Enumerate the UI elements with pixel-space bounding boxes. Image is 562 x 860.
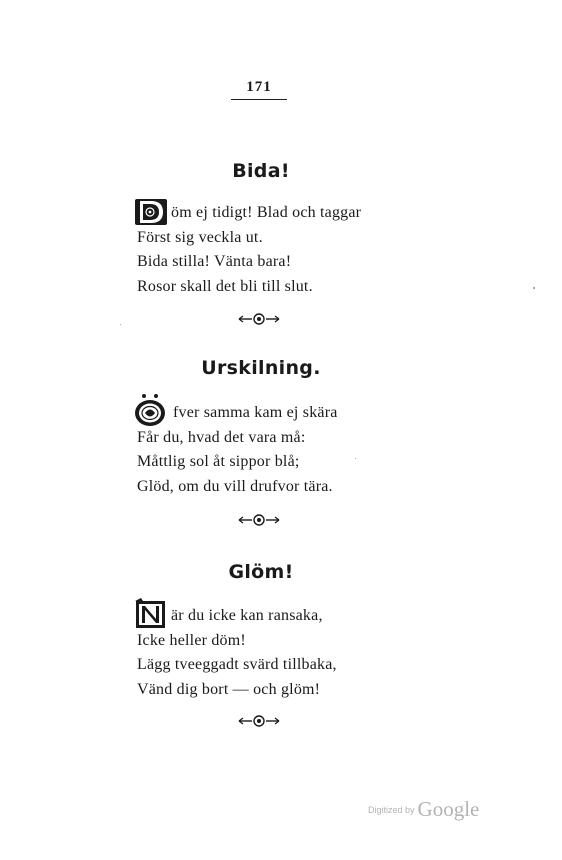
poem-line (137, 401, 437, 426)
scan-speck (533, 287, 535, 289)
scan-speck (120, 324, 121, 325)
poem-title-bida: Bida! (232, 160, 290, 182)
poem-line: Först sig veckla ut. (137, 228, 263, 246)
poem-line: Måttlig sol åt sippor blå; (137, 453, 300, 470)
page-number: 171 (246, 79, 272, 95)
section-ornament-icon (237, 714, 281, 728)
poem-line-text: är du icke kan ransaka, (171, 607, 323, 624)
poem-stanza-glom (137, 604, 437, 702)
poem-line: Icke heller döm! (137, 631, 246, 649)
poem-line: Lägg tveeggadt svärd tillbaka, (137, 656, 337, 673)
poem-line: Glöd, om du vill drufvor tära. (137, 477, 333, 495)
watermark-brand: Google (417, 797, 480, 821)
ornamental-initial-n-icon (135, 598, 167, 630)
digitized-by-google-watermark (368, 797, 479, 822)
poem-line: Får du, hvad det vara må: (137, 428, 306, 446)
poem-line: Rosor skall det bli till slut. (137, 277, 313, 295)
poem-line: Vänd dig bort — och glöm! (137, 680, 321, 698)
poem-stanza-urskilning (137, 401, 437, 499)
poem-line (137, 201, 437, 226)
poem-line-text: fver samma kam ej skära (173, 404, 338, 421)
section-ornament-icon (237, 312, 281, 326)
watermark-prefix: Digitized by (368, 805, 415, 815)
poem-line: Bida stilla! Vänta bara! (137, 253, 292, 270)
poem-title-urskilning: Urskilning. (201, 357, 321, 379)
poem-line (137, 604, 437, 629)
scan-speck (355, 458, 356, 459)
page-number-rule (231, 99, 287, 100)
poem-stanza-bida (137, 201, 437, 299)
section-ornament-icon (237, 513, 281, 527)
poem-title-glom: Glöm! (228, 561, 294, 583)
ornamental-initial-o-icon (133, 392, 169, 428)
ornamental-initial-d-icon (135, 197, 165, 227)
poem-line-text: öm ej tidigt! Blad och taggar (171, 204, 362, 221)
